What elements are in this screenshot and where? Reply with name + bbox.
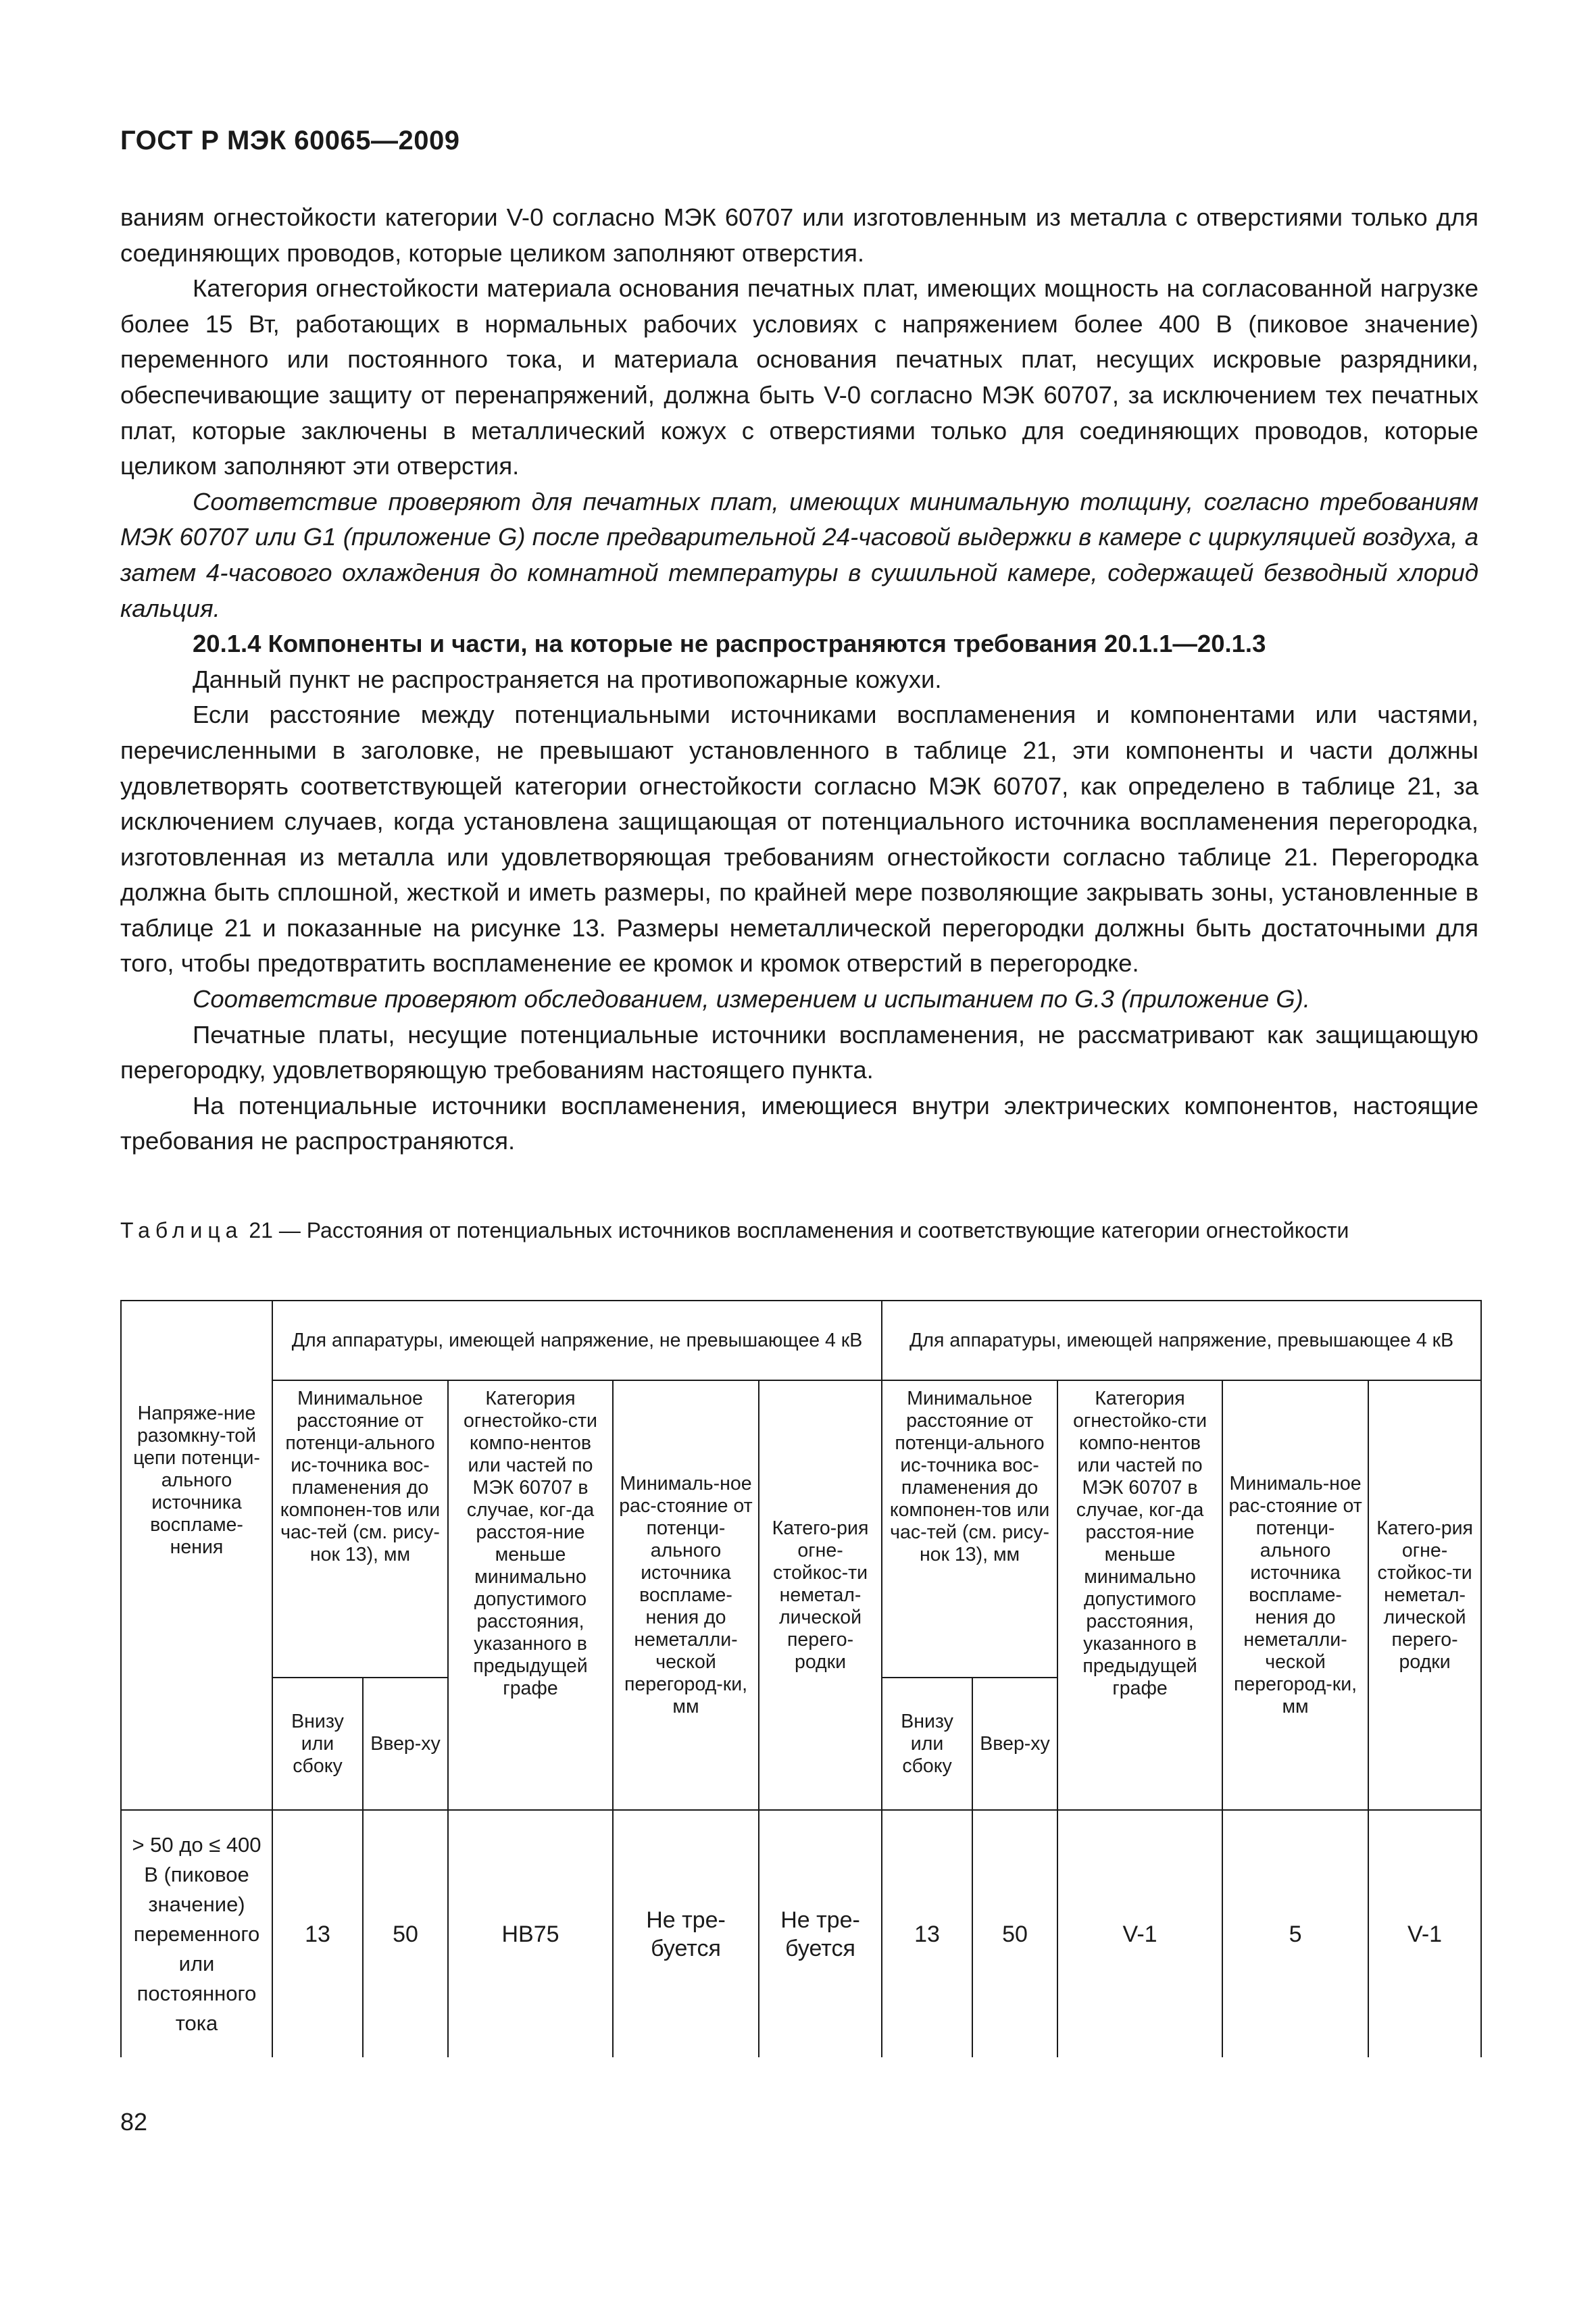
header-voltage: Напряже-ние разомкну-той цепи потенци-ального источника воспламе-нения bbox=[121, 1301, 272, 1810]
header-below-high: Внизу или сбоку bbox=[882, 1678, 972, 1810]
page-number: 82 bbox=[120, 2108, 148, 2136]
header-below-low: Внизу или сбоку bbox=[272, 1678, 363, 1810]
section-heading: 20.1.4 Компоненты и части, на которые не распространяются требования 20.1.1—20.1.3 bbox=[193, 630, 1266, 658]
paragraph: Если расстояние между потенциальными источниками воспламенения и компонентами или частями, перечисленными в заголовке, не превышают установленного в таблице 21, эти компоненты и части должны удовлетворять соответствующей категории огнестойкости согласно МЭК 60707, как определено в таблице 21, за исключением случаев, когда установлена защищающая от потенциального источника воспламенения перегородка, изготовленная из металла или удовлетворяющая требованиям огнестойкости согласно таблице 21. Перегородка должна быть сплошной, жесткой и иметь размеры, по крайней мере позволяющие закрывать зоны, установленные в таблице 21 и показанные на рисунке 13. Размеры неметаллической перегородки должны быть достаточными для того, чтобы предотвратить воспламенение ее кромок и кромок отверстий в перегородке. bbox=[120, 701, 1478, 978]
header-above-high: Ввер-ху bbox=[972, 1678, 1057, 1810]
paragraph-compliance: Соответствие проверяют обследованием, измерением и испытанием по G.3 (приложение G). bbox=[193, 985, 1310, 1013]
cell-high-category: V-1 bbox=[1057, 1810, 1222, 2057]
cell-voltage: > 50 до ≤ 400 В (пиковое значение) переменного или постоянного тока bbox=[121, 1810, 272, 2057]
header-min-distance-high: Минимальное расстояние от потенци-ального ис-точника вос-пламенения до компонен-тов или час-тей (см. рису-нок 13), мм bbox=[882, 1380, 1057, 1678]
header-barrier-category-low: Катего-рия огне-стойкос-ти неметал-лической перего-родки bbox=[759, 1380, 882, 1810]
cell-high-above: 50 bbox=[972, 1810, 1057, 2057]
cell-low-barrier-category: Не тре-буется bbox=[759, 1810, 882, 2057]
paragraph: Данный пункт не распространяется на противопожарные кожухи. bbox=[193, 665, 942, 693]
header-category-high: Категория огнестойко-сти компо-нентов или частей по МЭК 60707 в случае, ког-да расстоя-ние меньше минимально допустимого расстояния, указанного в предыдущей графе bbox=[1057, 1380, 1222, 1810]
paragraph-compliance: Соответствие проверяют для печатных плат, имеющих минимальную толщину, согласно требованиям МЭК 60707 или G1 (приложение G) после предварительной 24-часовой выдержки в камере с циркуляцией воздуха, а затем 4-часового охлаждения до комнатной температуры в сушильной камере, содержащей безводный хлорид кальция. bbox=[120, 487, 1478, 622]
cell-low-barrier-distance: Не тре-буется bbox=[613, 1810, 759, 2057]
table-caption-label: Таблица bbox=[120, 1218, 243, 1242]
paragraph: Печатные платы, несущие потенциальные источники воспламенения, не рассматривают как защищающую перегородку, удовлетворяющую требованиям настоящего пункта. bbox=[120, 1020, 1478, 1084]
cell-high-barrier-distance: 5 bbox=[1222, 1810, 1368, 2057]
page-header-title: ГОСТ Р МЭК 60065—2009 bbox=[120, 126, 460, 155]
cell-low-category: HB75 bbox=[448, 1810, 613, 2057]
table-caption bbox=[120, 1216, 1478, 1244]
header-barrier-category-high: Катего-рия огне-стойкос-ти неметал-лической перего-родки bbox=[1368, 1380, 1481, 1810]
cell-high-below: 13 bbox=[882, 1810, 972, 2057]
cell-low-below: 13 bbox=[272, 1810, 363, 2057]
cell-low-above: 50 bbox=[363, 1810, 448, 2057]
header-group-high: Для аппаратуры, имеющей напряжение, превышающее 4 кВ bbox=[882, 1301, 1481, 1380]
header-min-barrier-low: Минималь-ное рас-стояние от потенци-ального источника воспламе-нения до неметалли-ческой перегород-ки, мм bbox=[613, 1380, 759, 1810]
header-min-distance-low: Минимальное расстояние от потенци-ального ис-точника вос-пламенения до компонен-тов или час-тей (см. рису-нок 13), мм bbox=[272, 1380, 448, 1678]
table-21 bbox=[120, 1300, 1482, 2057]
paragraph: Категория огнестойкости материала основания печатных плат, имеющих мощность на согласованной нагрузке более 15 Вт, работающих в нормальных рабочих условиях с напряжением более 400 В (пиковое значение) переменного или постоянного тока, и материала основания печатных плат, несущих искровые разрядники, обеспечивающие защиту от перенапряжений, должна быть V-0 согласно МЭК 60707, за исключением тех печатных плат, которые заключены в металлический кожух с отверстиями только для соединяющих проводов, которые целиком заполняют эти отверстия. bbox=[120, 274, 1478, 480]
paragraph: ваниям огнестойкости категории V-0 согласно МЭК 60707 или изготовленным из металла с отверстиями только для соединяющих проводов, которые целиком заполняют отверстия. bbox=[120, 203, 1478, 267]
table-caption-text: 21 — Расстояния от потенциальных источников воспламенения и соответствующие категории огнестойкости bbox=[243, 1218, 1349, 1242]
paragraph: На потенциальные источники воспламенения, имеющиеся внутри электрических компонентов, настоящие требования не распространяются. bbox=[120, 1091, 1478, 1155]
header-group-low: Для аппаратуры, имеющей напряжение, не превышающее 4 кВ bbox=[272, 1301, 882, 1380]
header-min-barrier-high: Минималь-ное рас-стояние от потенци-ального источника воспламе-нения до неметалли-ческой перегород-ки, мм bbox=[1222, 1380, 1368, 1810]
header-above-low: Ввер-ху bbox=[363, 1678, 448, 1810]
header-category-low: Категория огнестойко-сти компо-нентов или частей по МЭК 60707 в случае, ког-да расстоя-ние меньше минимально допустимого расстояния, указанного в предыдущей графе bbox=[448, 1380, 613, 1810]
cell-high-barrier-category: V-1 bbox=[1368, 1810, 1481, 2057]
body-text bbox=[120, 200, 1478, 1159]
